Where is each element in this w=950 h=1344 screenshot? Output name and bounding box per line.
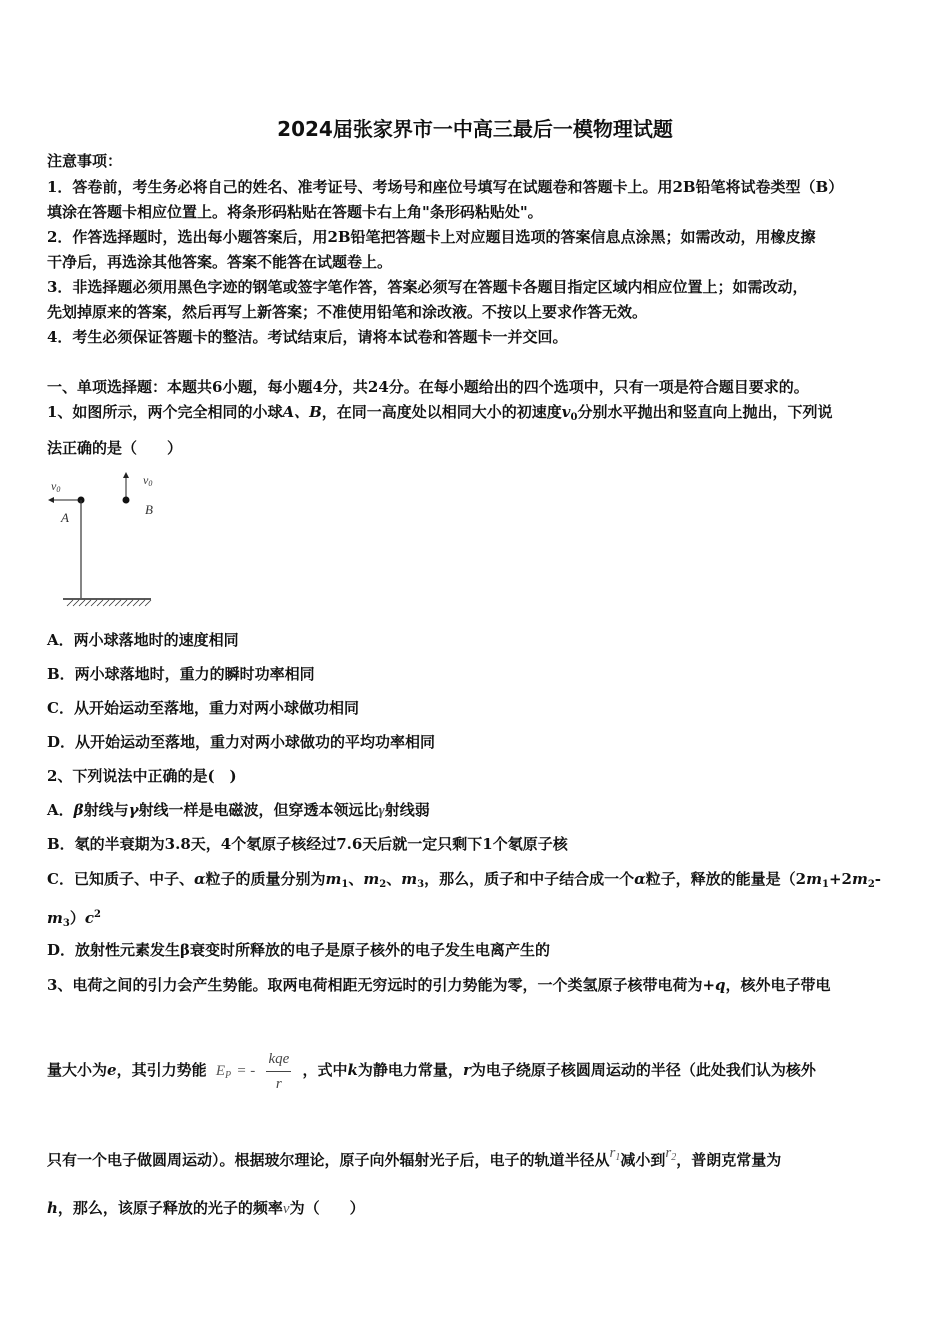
arrow-head	[48, 497, 54, 503]
fig-label-a: A	[61, 510, 69, 525]
q1-option-b: B．两小球落地时，重力的瞬时功率相同	[47, 665, 315, 683]
fig-label-v0-b: v0	[143, 473, 153, 488]
notice-line: 2．作答选择题时，选出每小题答案后，用2B铅笔把答题卡上对应题目选项的答案信息点涂黑；如需改动，用橡皮擦	[47, 228, 816, 246]
q3-stem-line1: 3、电荷之间的引力会产生势能。取两电荷相距无穷远时的引力势能为零，一个类氢原子核带电荷为+q，核外电子带电	[47, 976, 831, 994]
q2-option-c: C．已知质子、中子、α粒子的质量分别为$m_1$、$m_2$、$m_3$，那么，质子和中子结合成一个α粒子，释放的能量是（$2m_1+2m_2-$	[47, 870, 882, 890]
fig-label-b: B	[145, 502, 153, 517]
equals-sign: = -	[236, 1063, 256, 1079]
q3-stem-line4: h，那么，该原子释放的光子的频率ν为（ ）	[47, 1199, 365, 1217]
q1-option-c: C．从开始运动至落地，重力对两小球做功相同	[47, 699, 359, 717]
q2-option-a: A．β射线与γ射线一样是电磁波，但穿透本领远比γ射线弱	[47, 801, 430, 819]
ball-b	[123, 497, 130, 504]
fig-label-v0-a: v0	[51, 479, 61, 494]
page-title: 2024届张家界市一中高三最后一模物理试题	[277, 117, 673, 141]
energy-fraction: $\frac{\text{kqe}}{r}$	[266, 1047, 291, 1096]
q3-stem-line2: 量大小为e，其引力势能 $E_P$ = - $\frac{\text{kqe}}{r}$ ，式中k为静电力常量，r为电子绕原子核圆周运动的半径（此处我们认为核外	[47, 1040, 816, 1100]
arrow-head	[123, 472, 129, 478]
q2-option-c-cont: $m_3)c^2$	[47, 909, 101, 929]
potential-energy-symbol: $E_P$	[215, 1063, 232, 1081]
notice-heading: 注意事项：	[47, 152, 123, 170]
notice-line: 4．考生必须保证答题卡的整洁。考试结束后，请将本试卷和答题卡一并交回。	[47, 328, 568, 346]
notice-line: 先划掉原来的答案，然后再写上新答案；不准使用铅笔和涂改液。不按以上要求作答无效。	[47, 303, 648, 321]
ground-hatching	[67, 600, 151, 606]
q3-stem-line3: 只有一个电子做圆周运动）。根据玻尔理论，原子向外辐射光子后，电子的轨道半径从$r_1$减小到$r_2$，普朗克常量为	[47, 1145, 782, 1169]
q1-stem-line2: 法正确的是（ ）	[47, 439, 183, 457]
notice-line: 干净后，再选涂其他答案。答案不能答在试题卷上。	[47, 253, 393, 271]
q2-option-d: D．放射性元素发生β衰变时所释放的电子是原子核外的电子发生电离产生的	[47, 941, 550, 959]
q2-option-b: B．氡的半衰期为3.8天，4个氡原子核经过7.6天后就一定只剩下1个氡原子核	[47, 835, 568, 853]
notice-line: 1．答卷前，考生务必将自己的姓名、准考证号、考场号和座位号填写在试题卷和答题卡上。用2B铅笔将试卷类型（B）	[47, 178, 844, 196]
q1-option-d: D．从开始运动至落地，重力对两小球做功的平均功率相同	[47, 733, 436, 751]
q1-figure	[45, 470, 170, 615]
notice-line: 3．非选择题必须用黑色字迹的钢笔或签字笔作答，答案必须写在答题卡各题目指定区域内相应位置上；如需改动，	[47, 278, 808, 296]
section-heading: 一、单项选择题：本题共6小题，每小题4分，共24分。在每小题给出的四个选项中，只有一项是符合题目要求的。	[47, 378, 809, 396]
q1-stem: 1、如图所示，两个完全相同的小球A、B，在同一高度处以相同大小的初速度$v_0$分别水平抛出和竖直向上抛出，下列说	[47, 403, 833, 423]
notice-line: 填涂在答题卡相应位置上。将条形码粘贴在答题卡右上角"条形码粘贴处"。	[47, 203, 543, 221]
q1-option-a: A．两小球落地时的速度相同	[47, 631, 239, 649]
q2-stem: 2、下列说法中正确的是( )	[47, 767, 237, 785]
